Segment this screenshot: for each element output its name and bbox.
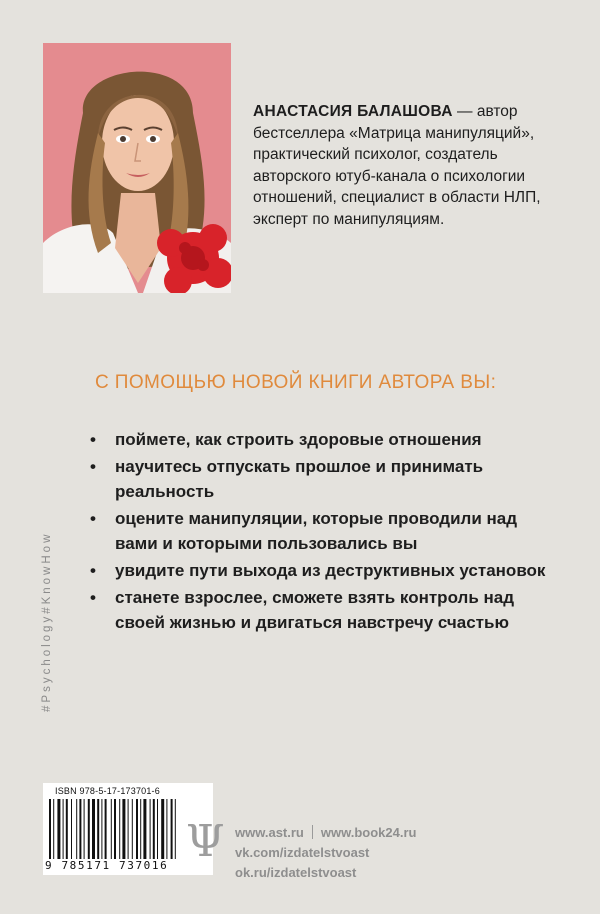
benefit-text: станете взрослее, сможете взять контроль над своей жизнью и двигаться навстречу счастью [115,588,515,632]
author-bio-text: — автор бестселлера «Матрица манипуляций», практический психолог, создатель авторского ютуб-канала о психологии отношений, специалист в области НЛП, эксперт по манипуляциям. [253,103,541,228]
barcode-icon [49,799,207,859]
benefits-headline: С ПОМОЩЬЮ НОВОЙ КНИГИ АВТОРА ВЫ: [95,372,497,393]
author-photo [43,43,231,293]
benefit-text: оцените манипуляции, которые проводили над вами и которыми пользовались вы [115,509,518,553]
bullet-icon: • [90,430,96,449]
benefit-text: увидите пути выхода из деструктивных установок [115,561,546,580]
publisher-logo-icon: Ψ [186,816,225,867]
list-item [90,454,550,504]
list-item [90,585,550,635]
divider [312,825,313,839]
bullet-icon: • [90,457,96,476]
link-ast[interactable]: www.ast.ru [235,825,304,840]
barcode-digits: 9 785171 737016 [45,859,169,872]
benefit-text: поймете, как строить здоровые отношения [115,430,482,449]
author-portrait-illustration [43,43,231,293]
bullet-icon: • [90,509,96,528]
side-hashtag: #Psychology#KnowHow [41,531,53,712]
bullet-icon: • [90,588,96,607]
author-name: АНАСТАСИЯ БАЛАШОВА [253,103,453,120]
isbn-label: ISBN 978-5-17-173701-6 [55,786,160,796]
author-bio [253,101,573,230]
publisher-links [235,823,416,883]
benefit-text: научитесь отпускать прошлое и принимать реальность [115,457,484,501]
link-vk[interactable]: vk.com/izdatelstvoast [235,845,370,860]
benefits-list [90,427,550,637]
link-ok[interactable]: ok.ru/izdatelstvoast [235,865,357,880]
list-item [90,506,550,556]
list-item [90,558,550,583]
bullet-icon: • [90,561,96,580]
list-item [90,427,550,452]
link-book24[interactable]: www.book24.ru [320,825,417,840]
